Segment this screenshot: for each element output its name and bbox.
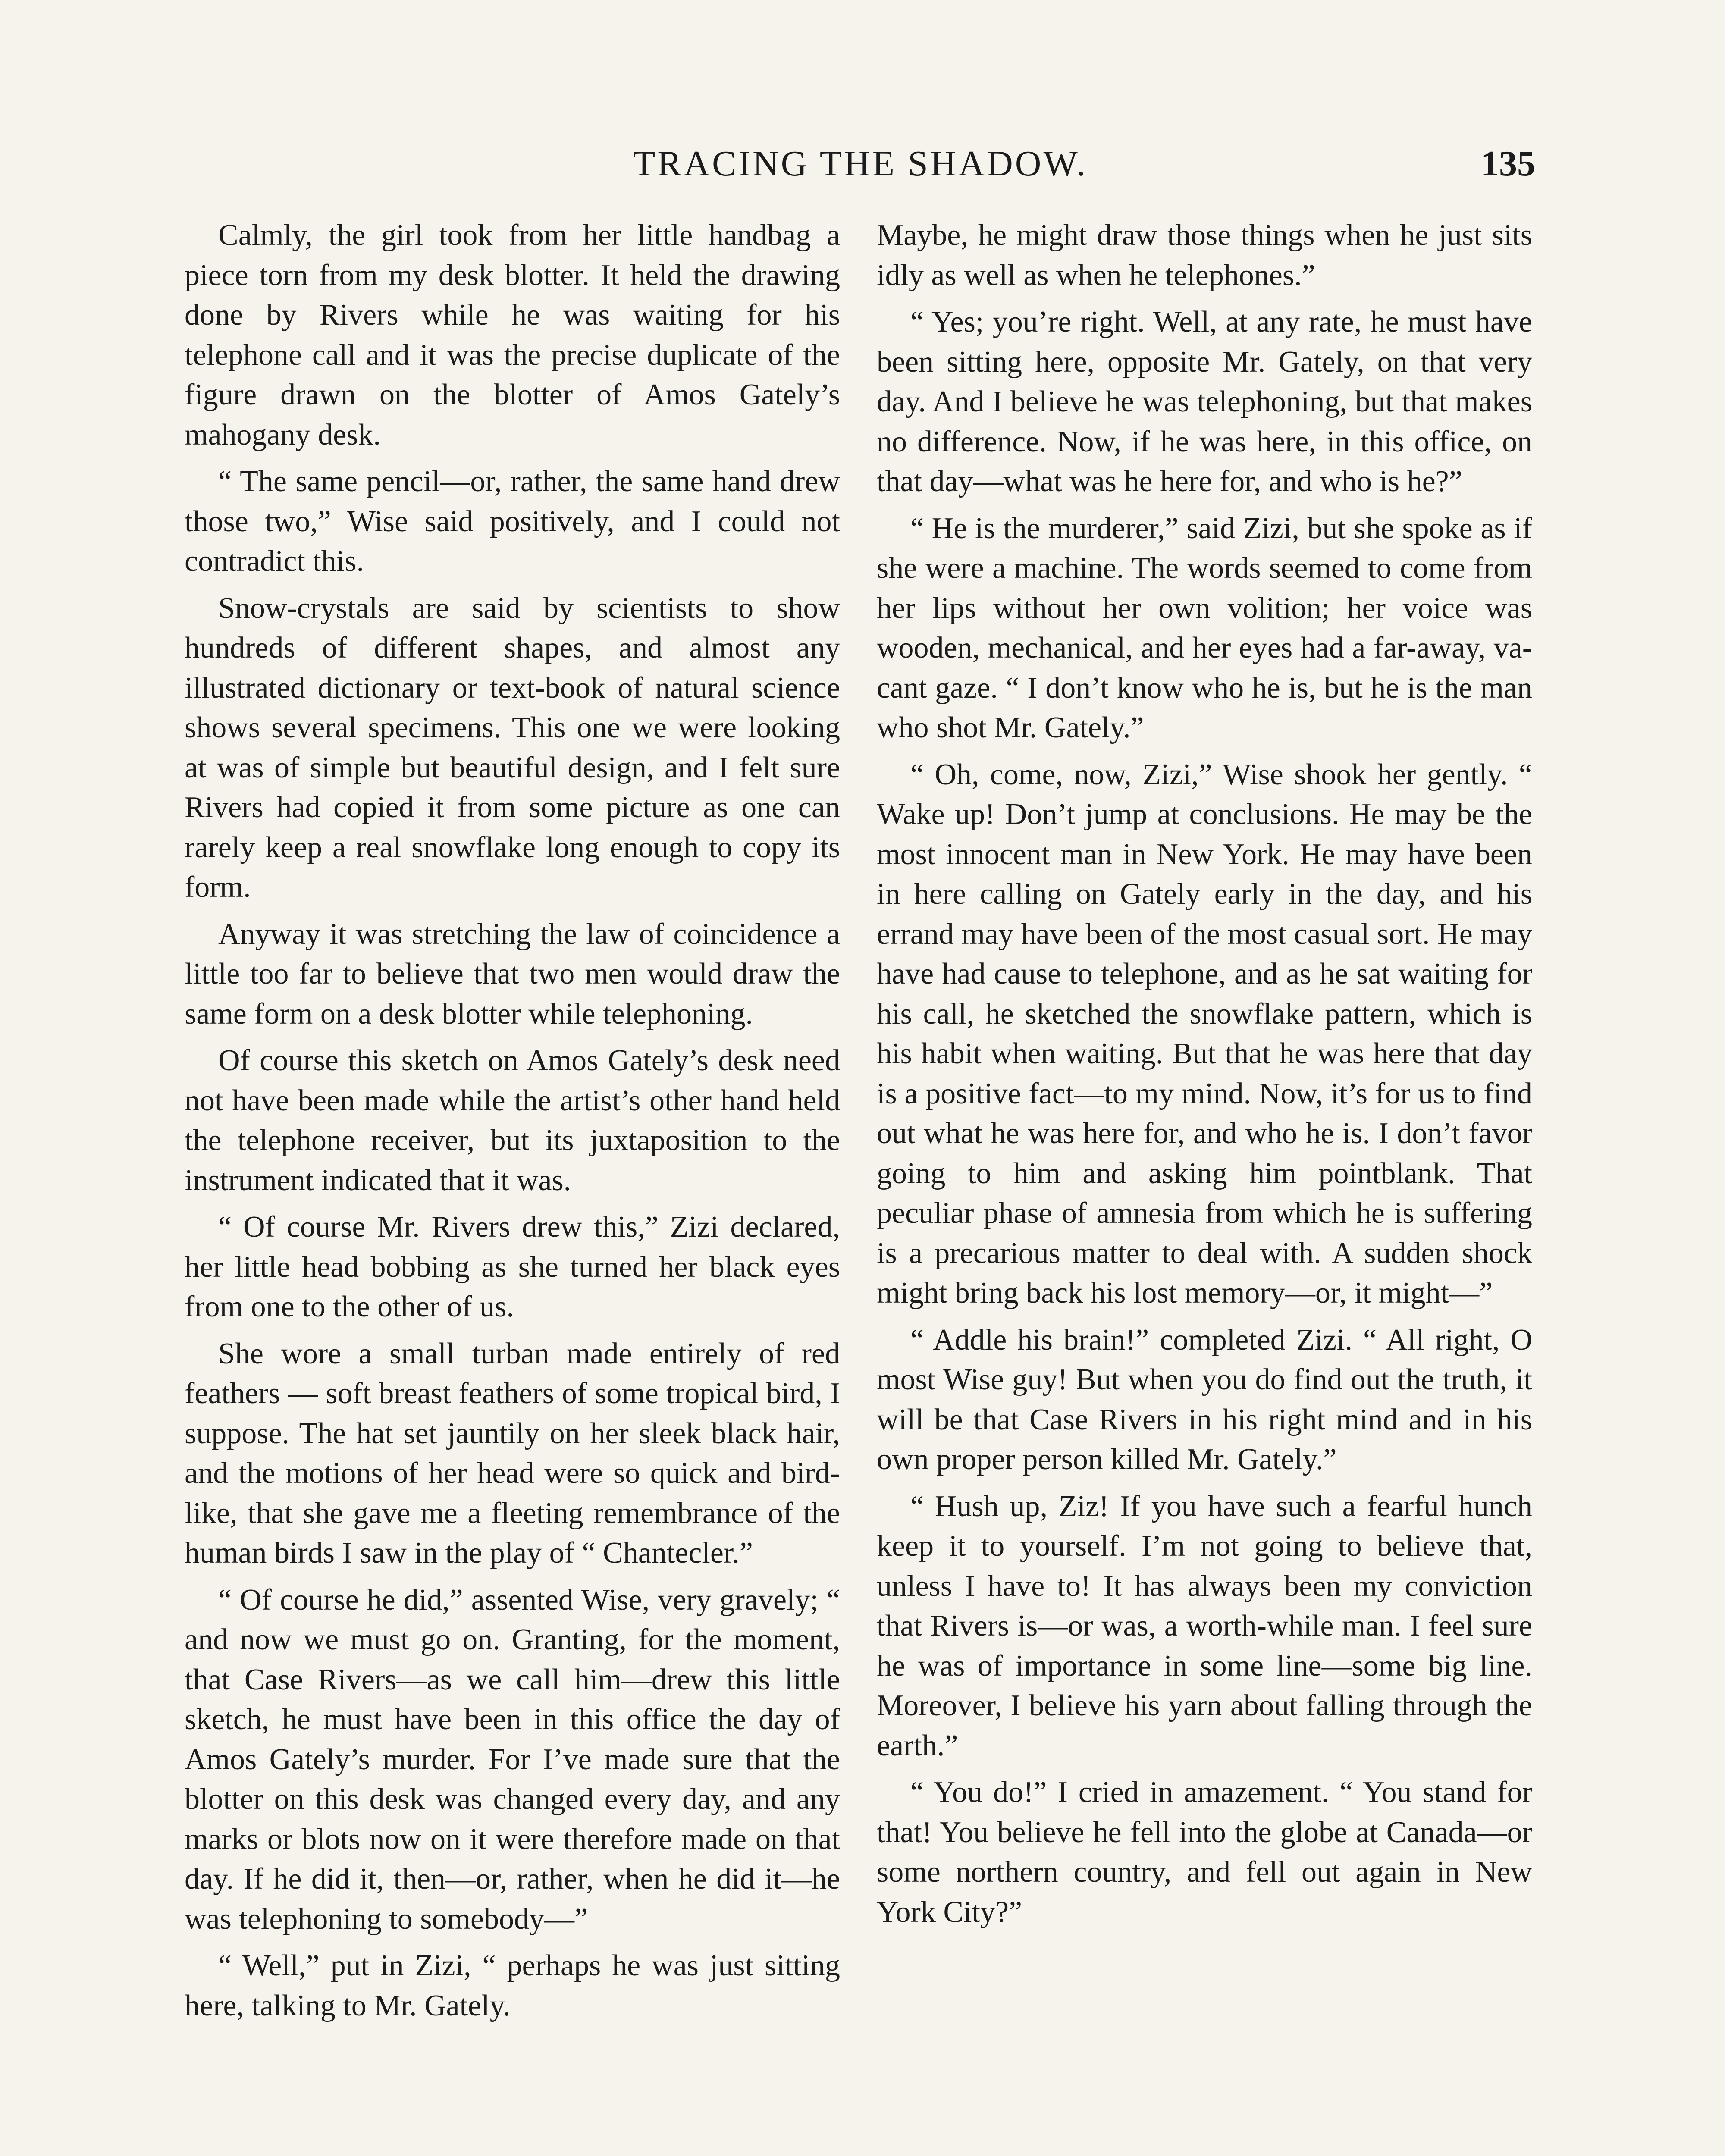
left-column	[185, 216, 840, 2033]
paragraph: “ You do!” I cried in amazement. “ You stand for that! You believe he fell into the globe at Canada—or some northern country, and fell out again in New York City?”	[877, 1776, 1532, 1929]
paragraph: She wore a small turban made entirely of red feathers — soft breast feathers of some tropical bird, I suppose. The hat set jauntily on her sleek black hair, and the motions of her head were so quick and birdlike, that she gave me a fleeting remembrance of the human birds I saw in the play of “ Chantecler.”	[185, 1337, 840, 1570]
paragraph: “ Yes; you’re right. Well, at any rate, he must have been sitting here, opposite Mr. Gately, on that very day. And I believe he was telephoning, but that makes no difference. Now, if he was here, in this office, on that day—what was he here for, and who is he?”	[877, 305, 1532, 498]
paragraph: “ Addle his brain!” completed Zizi. “ All right, O most Wise guy! But when you do find out the truth, it will be that Case Rivers in his right mind and in his own proper person killed Mr. Gately.”	[877, 1323, 1532, 1476]
paragraph: “ The same pencil—or, rather, the same hand drew those two,” Wise said positively, and I could not contradict this.	[185, 465, 840, 578]
paragraph: “ Of course he did,” assented Wise, very gravely; “ and now we must go on. Granting, for the moment, that Case Rivers—as we call him—drew this little sketch, he must have been in this office the day of Amos Gately’s murder. For I’ve made sure that the blotter on this desk was changed every day, and any marks or blots now on it were therefore made on that day. If he did it, then—or, rather, when he did it—he was telephoning to somebody—”	[185, 1583, 840, 1936]
paragraph: “ Well,” put in Zizi, “ perhaps he was just sitting here, talking to Mr. Gately.	[185, 1949, 840, 2022]
paragraph: “ Hush up, Ziz! If you have such a fearful hunch keep it to yourself. I’m not going to believe that, unless I have to! It has always been my conviction that Rivers is—or was, a worth-while man. I feel sure he was of importance in some line—some big line. Moreover, I believe his yarn about falling through the earth.”	[877, 1489, 1532, 1762]
right-column	[877, 216, 1532, 1939]
page-header	[185, 136, 1535, 196]
page-number: 135	[1481, 144, 1535, 184]
paragraph: Calmly, the girl took from her little handbag a piece torn from my desk blotter. It held the drawing done by Rivers while he was waiting for his telephone call and it was the precise duplicate of the figure drawn on the blotter of Amos Gately’s mahogany desk.	[185, 219, 840, 451]
paragraph: “ He is the murderer,” said Zizi, but she spoke as if she were a machine. The words seemed to come from her lips without her own volition; her voice was wooden, mechanical, and her eyes had a far-away, vacant gaze. “ I don’t know who he is, but he is the man who shot Mr. Gately.”	[877, 511, 1532, 744]
paragraph: “ Of course Mr. Rivers drew this,” Zizi declared, her little head bobbing as she turned her black eyes from one to the other of us.	[185, 1210, 840, 1323]
paragraph: Of course this sketch on Amos Gately’s desk need not have been made while the artist’s other hand held the telephone receiver, but its juxtaposition to the instrument indicated that it was.	[185, 1044, 840, 1197]
running-title: TRACING THE SHADOW.	[633, 144, 1088, 184]
paragraph-continued: Maybe, he might draw those things when he just sits idly as well as when he telephones.”	[877, 219, 1532, 292]
paragraph: Snow-crystals are said by scientists to show hundreds of different shapes, and almost any illustrated dictionary or text-book of natural science shows several specimens. This one we were looking at was of simple but beautiful design, and I felt sure Rivers had copied it from some picture as one can rarely keep a real snowflake long enough to copy its form.	[185, 591, 840, 904]
paragraph: “ Oh, come, now, Zizi,” Wise shook her gently. “ Wake up! Don’t jump at conclusions. He may be the most innocent man in New York. He may have been in here calling on Gately early in the day, and his errand may have been of the most casual sort. He may have had cause to telephone, and as he sat waiting for his call, he sketched the snowflake pattern, which is his habit when waiting. But that he was here that day is a positive fact—to my mind. Now, it’s for us to find out what he was here for, and who he is. I don’t favor going to him and asking him pointblank. That peculiar phase of amnesia from which he is suffering is a precarious matter to deal with. A sudden shock might bring back his lost memory—or, it might—”	[877, 758, 1532, 1310]
paragraph: Anyway it was stretching the law of coincidence a little too far to believe that two men would draw the same form on a desk blotter while telephoning.	[185, 917, 840, 1031]
